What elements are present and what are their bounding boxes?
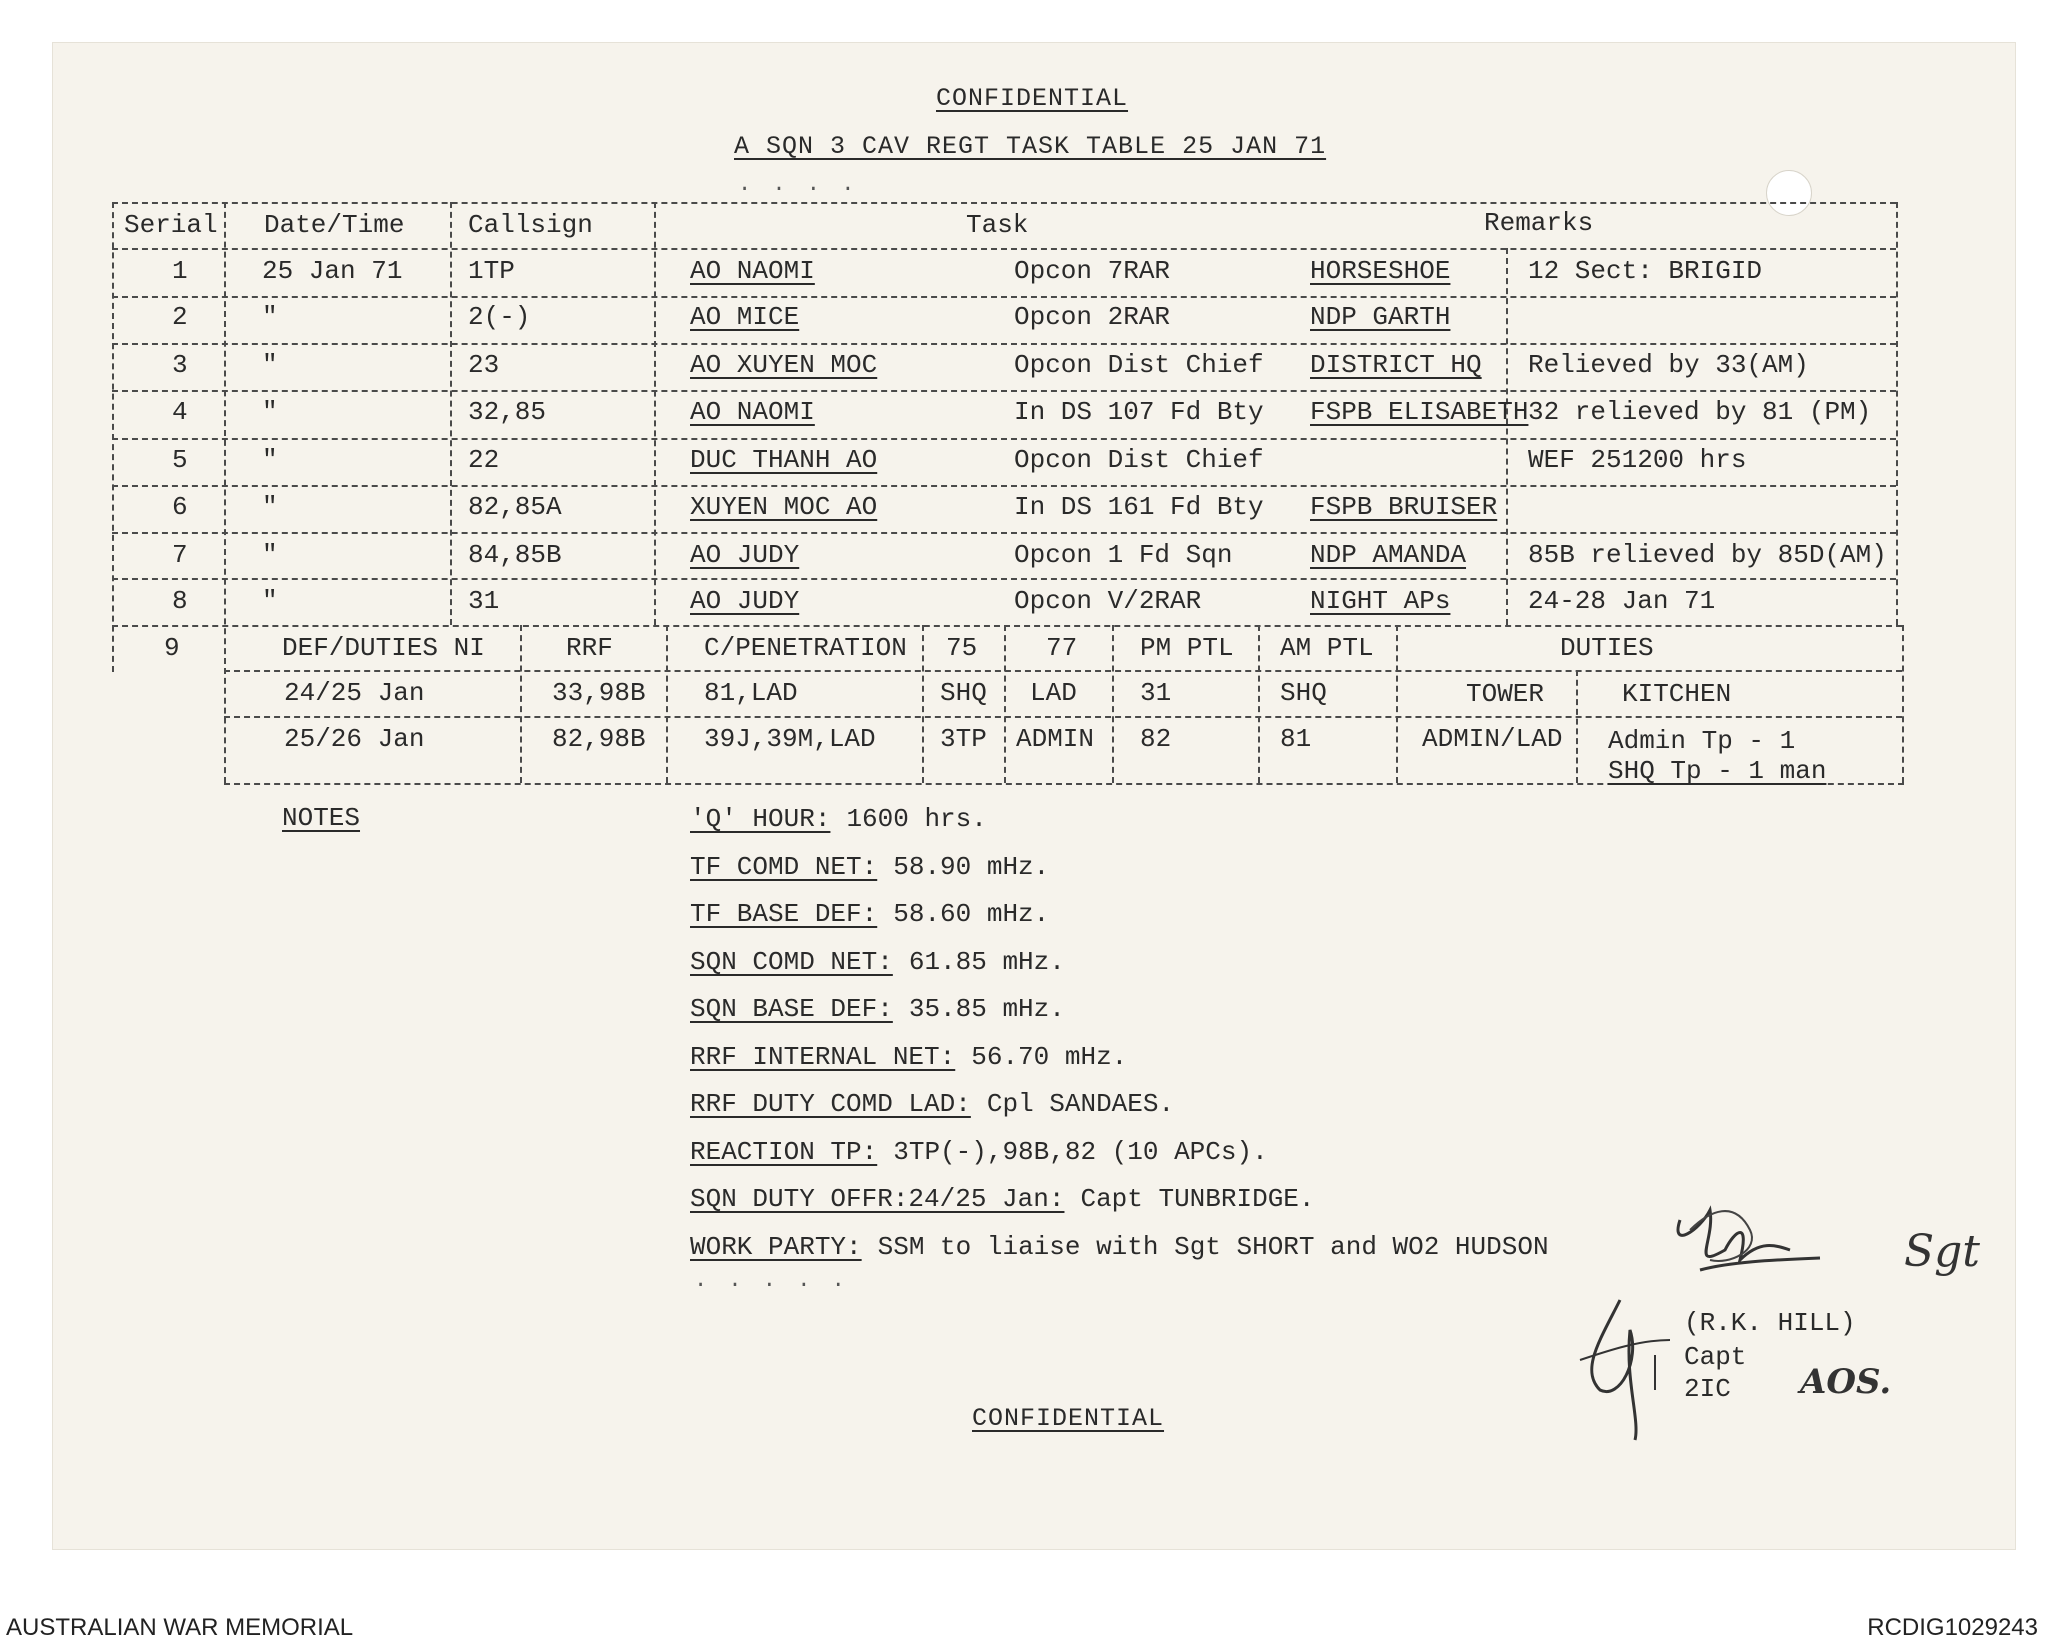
note-label: RRF INTERNAL NET:: [690, 1041, 956, 1072]
defence-row1-cpen: 81,LAD: [704, 678, 798, 708]
note-label: RRF DUTY COMD LAD:: [690, 1089, 971, 1119]
defence-row2-77: ADMIN: [1016, 724, 1095, 754]
table-line: [1258, 625, 1260, 783]
defence-row1-75: SHQ: [940, 678, 987, 708]
task-cell-date: ": [262, 445, 278, 475]
note-value: SSM to liaise with Sgt SHORT and WO2 HUDSON: [877, 1231, 1549, 1262]
handwritten-sgt: Sgt: [1904, 1226, 1980, 1277]
task-cell-serial: 5: [172, 445, 188, 475]
defence-row1-rrf: 33,98B: [552, 678, 646, 708]
task-cell-ao: DUC THANH AO: [690, 445, 878, 475]
note-value: 61.85 mHz.: [908, 946, 1065, 977]
note-label: TF COMD NET:: [690, 851, 878, 882]
notes-heading: NOTES: [282, 803, 361, 833]
defence-row1-am: SHQ: [1280, 678, 1327, 708]
note-value: Capt TUNBRIDGE.: [1080, 1184, 1315, 1214]
defence-row1-pm: 31: [1140, 678, 1172, 708]
task-cell-callsign: 1TP: [468, 256, 515, 286]
task-cell-serial: 3: [172, 350, 188, 380]
title-dots: . . . .: [738, 172, 859, 197]
task-cell-callsign: 22: [468, 445, 500, 475]
classification-top: CONFIDENTIAL: [936, 84, 1129, 113]
table-line: [520, 625, 522, 783]
note-value: 58.60 mHz.: [893, 899, 1050, 929]
task-cell-opcon: In DS 161 Fd Bty: [1014, 492, 1264, 522]
note-label: 'Q' HOUR:: [690, 804, 831, 834]
task-cell-callsign: 32,85: [468, 397, 547, 427]
task-cell-serial: 4: [172, 397, 188, 427]
note-value: 58.90 mHz.: [893, 851, 1050, 882]
table-line: [654, 202, 656, 625]
handwritten-initials: AOS.: [1800, 1362, 1892, 1402]
note-value: 3TP(-),98B,82 (10 APCs).: [893, 1136, 1268, 1167]
note-value: 56.70 mHz.: [971, 1041, 1128, 1072]
defence-header-duties: DUTIES: [1560, 633, 1654, 663]
col-header-serial: Serial: [124, 210, 218, 240]
task-cell-remarks: 85B relieved by 85D(AM): [1528, 540, 1887, 570]
task-cell-ao: AO JUDY: [690, 586, 800, 616]
defence-row2-def: 25/26 Jan: [284, 724, 425, 754]
task-cell-date: ": [262, 586, 278, 616]
col-header-datetime: Date/Time: [264, 210, 405, 240]
task-cell-opcon: In DS 107 Fd Bty: [1014, 397, 1264, 427]
table-line: [112, 296, 1896, 298]
task-cell-opcon: Opcon Dist Chief: [1014, 350, 1264, 380]
defence-row2-rrf: 82,98B: [552, 724, 646, 754]
defence-header-cpen: C/PENETRATION: [704, 633, 907, 663]
table-line: [112, 390, 1896, 392]
table-line: [112, 625, 1902, 627]
table-line: [112, 438, 1896, 440]
table-line: [112, 343, 1896, 345]
task-cell-date: ": [262, 302, 278, 332]
table-line: [112, 485, 1896, 487]
task-cell-location: FSPB ELISABETH: [1310, 397, 1529, 427]
task-cell-serial: 2: [172, 302, 188, 332]
table-line: [1112, 625, 1114, 783]
footer-right: RCDIG1029243: [1867, 1614, 2038, 1641]
task-cell-ao: AO XUYEN MOC: [690, 350, 878, 380]
table-line: [1896, 202, 1898, 625]
defence-header-am-ptl: AM PTL: [1280, 633, 1374, 663]
defence-header-def: DEF/DUTIES NI: [282, 633, 485, 663]
task-cell-date: ": [262, 350, 278, 380]
defence-serial: 9: [164, 633, 180, 663]
table-line: [1396, 625, 1398, 783]
footer-left: AUSTRALIAN WAR MEMORIAL: [6, 1614, 354, 1641]
note-label: TF BASE DEF:: [690, 899, 878, 929]
table-line: [666, 625, 668, 783]
task-cell-serial: 1: [172, 256, 188, 286]
task-cell-opcon: Opcon Dist Chief: [1014, 445, 1264, 475]
task-cell-callsign: 31: [468, 586, 500, 616]
task-cell-callsign: 84,85B: [468, 540, 562, 570]
table-line: [1004, 625, 1006, 783]
table-line: [224, 202, 226, 783]
task-cell-opcon: Opcon V/2RAR: [1014, 586, 1202, 616]
notes-dots: . . . . .: [694, 1268, 849, 1293]
note-label: SQN BASE DEF:: [690, 994, 893, 1024]
task-cell-date: ": [262, 492, 278, 522]
task-cell-opcon: Opcon 7RAR: [1014, 256, 1171, 286]
task-cell-date: ": [262, 397, 278, 427]
task-cell-opcon: Opcon 2RAR: [1014, 302, 1171, 332]
defence-header-tower: TOWER: [1466, 679, 1545, 709]
task-cell-location: DISTRICT HQ: [1310, 350, 1482, 380]
signature-rank: Capt: [1684, 1342, 1747, 1372]
table-line: [1902, 625, 1904, 783]
note-label: WORK PARTY:: [690, 1231, 862, 1262]
col-header-callsign: Callsign: [468, 210, 593, 240]
col-header-remarks: Remarks: [1484, 208, 1594, 238]
defence-row2-am: 81: [1280, 724, 1312, 754]
defence-header-kitchen: KITCHEN: [1622, 679, 1732, 709]
task-cell-location: NDP GARTH: [1310, 302, 1451, 332]
task-cell-remarks: 32 relieved by 81 (PM): [1528, 397, 1872, 427]
task-cell-opcon: Opcon 1 Fd Sqn: [1014, 540, 1233, 570]
table-line: [922, 625, 924, 783]
punch-hole: [1766, 170, 1812, 216]
task-cell-callsign: 82,85A: [468, 492, 562, 522]
table-line: [112, 578, 1896, 580]
task-cell-serial: 6: [172, 492, 188, 522]
task-cell-date: ": [262, 540, 278, 570]
defence-row2-75: 3TP: [940, 724, 987, 754]
defence-row2-kitchen-line2: SHQ Tp - 1 man: [1608, 756, 1827, 786]
table-line: [224, 670, 1902, 672]
task-cell-callsign: 2(-): [468, 302, 531, 332]
task-cell-date: 25 Jan 71: [262, 256, 403, 286]
task-cell-ao: AO MICE: [690, 302, 800, 332]
defence-row2-cpen: 39J,39M,LAD: [704, 724, 876, 754]
defence-row2-pm: 82: [1140, 724, 1172, 754]
task-cell-remarks: Relieved by 33(AM): [1528, 350, 1809, 380]
task-cell-remarks: WEF 251200 hrs: [1528, 445, 1747, 475]
defence-header-rrf: RRF: [566, 633, 613, 663]
defence-header-75: 75: [946, 633, 978, 663]
task-cell-location: HORSESHOE: [1310, 256, 1451, 286]
task-cell-ao: XUYEN MOC AO: [690, 492, 878, 522]
defence-header-pm-ptl: PM PTL: [1140, 633, 1234, 663]
task-cell-ao: AO NAOMI: [690, 397, 815, 427]
note-value: 35.85 mHz.: [908, 994, 1065, 1024]
classification-bottom: CONFIDENTIAL: [972, 1404, 1165, 1433]
signature-name: (R.K. HILL): [1684, 1308, 1856, 1338]
task-cell-ao: AO JUDY: [690, 540, 800, 570]
task-cell-serial: 8: [172, 586, 188, 616]
note-value: Cpl SANDAES.: [986, 1089, 1175, 1119]
task-cell-remarks: 12 Sect: BRIGID: [1528, 256, 1763, 286]
task-cell-location: FSPB BRUISER: [1310, 492, 1498, 522]
task-cell-location: NIGHT APs: [1310, 586, 1451, 616]
task-cell-serial: 7: [172, 540, 188, 570]
document-title: A SQN 3 CAV REGT TASK TABLE 25 JAN 71: [734, 132, 1327, 161]
note-label: SQN DUTY OFFR:24/25 Jan:: [690, 1184, 1065, 1214]
table-line: [112, 248, 1896, 250]
table-line: [112, 202, 114, 672]
defence-row1-def: 24/25 Jan: [284, 678, 425, 708]
signature-appointment: 2IC: [1684, 1374, 1731, 1404]
defence-row2-tower: ADMIN/LAD: [1422, 724, 1563, 754]
table-line: [450, 202, 452, 625]
defence-row2-kitchen: Admin Tp - 1: [1608, 726, 1796, 756]
col-header-task: Task: [966, 210, 1029, 240]
table-line: [1506, 248, 1508, 625]
table-line: [112, 202, 1896, 204]
table-line: [224, 716, 1902, 718]
table-line: [1576, 670, 1578, 783]
task-cell-ao: AO NAOMI: [690, 256, 815, 286]
task-cell-remarks: 24-28 Jan 71: [1528, 586, 1716, 616]
task-cell-callsign: 23: [468, 350, 500, 380]
task-cell-location: NDP AMANDA: [1310, 540, 1467, 570]
note-label: REACTION TP:: [690, 1136, 878, 1167]
note-value: 1600 hrs.: [846, 804, 987, 834]
table-line: [112, 532, 1896, 534]
defence-header-77: 77: [1046, 633, 1078, 663]
note-label: SQN COMD NET:: [690, 946, 893, 977]
defence-row1-77: LAD: [1030, 678, 1077, 708]
